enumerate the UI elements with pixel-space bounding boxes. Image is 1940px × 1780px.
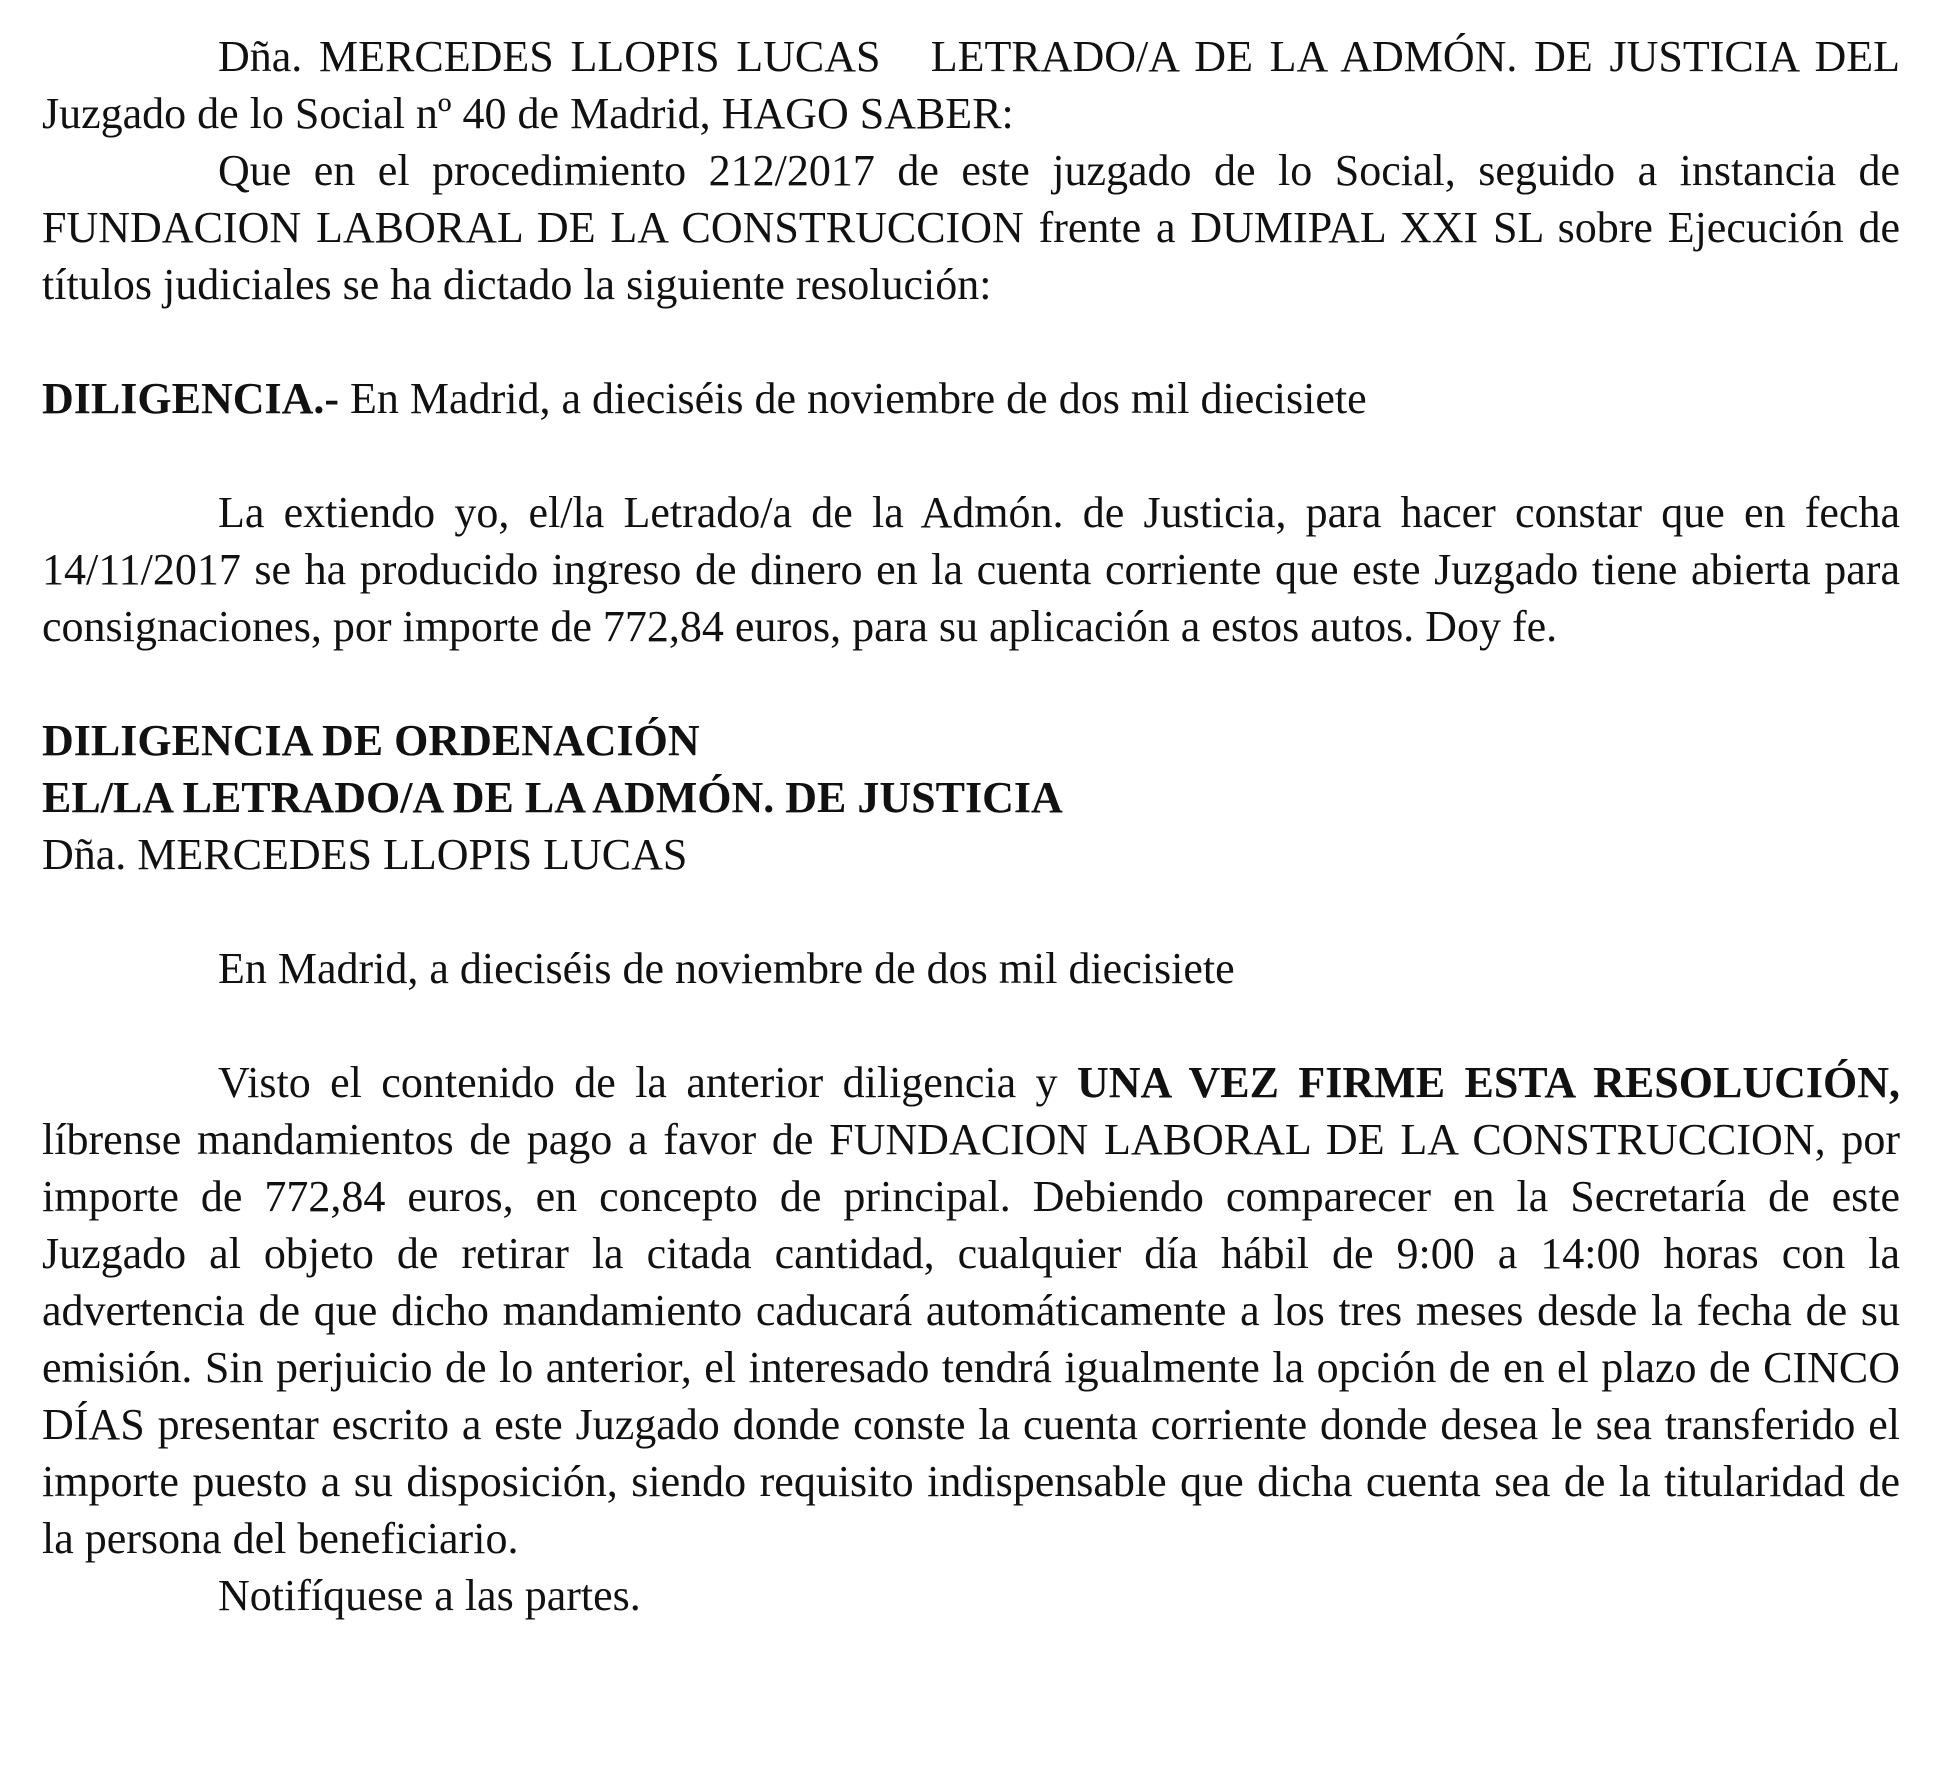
- diligencia-paragraph: [42, 370, 1900, 427]
- intro-paragraph: Que en el procedimiento 212/2017 de este juzgado de lo Social, seguido a instancia de FUNDACION LABORAL DE LA CONSTRUCCION frente a DUMIPAL XXI SL sobre Ejecución de títulos judiciales se ha dictado la siguiente resolución:: [42, 146, 1900, 309]
- official-title: LETRADO/A DE LA ADMÓN. DE JUSTICIA DEL Juzgado de lo Social nº 40 de Madrid, HAGO SABER:: [42, 32, 1901, 138]
- ordenacion-heading: DILIGENCIA DE ORDENACIÓN: [42, 716, 700, 765]
- header-paragraph: [42, 28, 1900, 142]
- ordenacion-official: Dña. MERCEDES LLOPIS LUCAS: [42, 830, 688, 879]
- ordenacion-body-lead: Visto el contenido de la anterior diligencia y: [218, 1058, 1058, 1107]
- closing-notification: Notifíquese a las partes.: [218, 1571, 641, 1620]
- ordenacion-heading-block: [42, 712, 1900, 883]
- ordenacion-body-bold: UNA VEZ FIRME ESTA RESOLUCIÓN,: [1076, 1058, 1900, 1107]
- ordenacion-date: En Madrid, a dieciséis de noviembre de dos mil diecisiete: [218, 944, 1235, 993]
- diligencia-body: La extiendo yo, el/la Letrado/a de la Admón. de Justicia, para hacer constar que en fecha 14/11/2017 se ha producido ingreso de dinero en la cuenta corriente que este Juzgado tiene abierta para consignaciones, por importe de 772,84 euros, para su aplicación a estos autos. Doy fe.: [42, 488, 1900, 651]
- ordenacion-body: [42, 1054, 1900, 1567]
- official-name: Dña. MERCEDES LLOPIS LUCAS: [218, 32, 881, 81]
- ordenacion-body-rest: líbrense mandamientos de pago a favor de FUNDACION LABORAL DE LA CONSTRUCCION, por importe de 772,84 euros, en concepto de principal. Debiendo comparecer en la Secretaría de este Juzgado al objeto de retirar la citada cantidad, cualquier día hábil de 9:00 a 14:00 horas con la advertencia de que dicho mandamiento caducará automáticamente a los tres meses desde la fecha de su emisión. Sin perjuicio de lo anterior, el interesado tendrá igualmente la opción de en el plazo de CINCO DÍAS presentar escrito a este Juzgado donde conste la cuenta corriente donde desea le sea transferido el importe puesto a su disposición, siendo requisito indispensable que dicha cuenta sea de la titularidad de la persona del beneficiario.: [42, 1115, 1900, 1563]
- diligencia-heading: DILIGENCIA.-: [42, 374, 340, 423]
- document-page: [42, 28, 1900, 1624]
- diligencia-date: En Madrid, a dieciséis de noviembre de dos mil diecisiete: [350, 374, 1367, 423]
- ordenacion-subheading: EL/LA LETRADO/A DE LA ADMÓN. DE JUSTICIA: [42, 773, 1063, 822]
